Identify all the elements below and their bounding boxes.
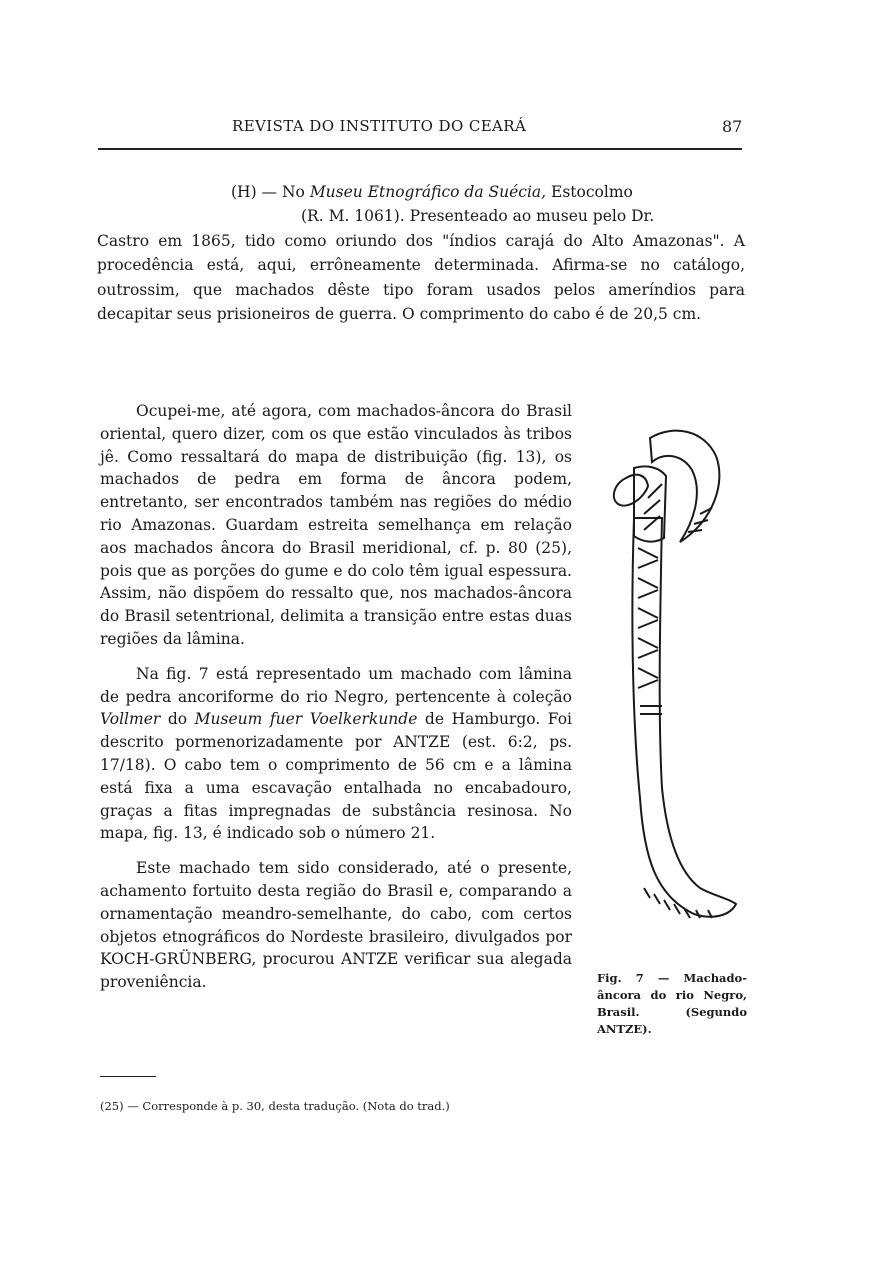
header-rule (98, 148, 742, 150)
footnote-rule (100, 1076, 156, 1077)
entry-label: (H) (231, 183, 257, 201)
catalog-entry-h (97, 180, 745, 326)
footnote: (25) — Corresponde à p. 30, desta tradução. (Nota do trad.) (100, 1099, 450, 1113)
entry-body: Castro em 1865, tido como oriundo dos "índios carajá do Alto Amazonas". A procedência está, aqui, errôneamente determinada. Afirma-se no catálogo, outrossim, que machados dêste tipo foram usados pelos ameríndios para decapitar seus prisioneiros de guerra. O comprimento do cabo é de 20,5 cm. (97, 231, 745, 324)
museum-name: Museu Etnográfico da Suécia, (309, 183, 547, 201)
museum-name-hamburg: Museum fuer Voelkerkunde (194, 710, 418, 729)
running-header: REVISTA DO INSTITUTO DO CEARÁ (232, 117, 527, 135)
main-text-column (100, 400, 572, 994)
entry-first-line: (H) — No Museu Etnográfico da Suécia, Estocolmo (231, 183, 633, 201)
paragraph-3: Este machado tem sido considerado, até o presente, achamento fortuito desta região do Brasil e, comparando a ornamentação meandro-semelhante, do cabo, com certos objetos etnográficos do Nordeste brasileiro, divulgados por KOCH-GRÜNBERG, procurou ANTZE verificar sua alegada proveniência. (100, 859, 572, 992)
anchor-axe-figure (604, 418, 742, 938)
figure-caption: Fig. 7 — Machado-âncora do rio Negro, Brasil. (Segundo ANTZE). (597, 971, 747, 1036)
page-number: 87 (722, 117, 743, 136)
paragraph-1: Ocupei-me, até agora, com machados-âncora do Brasil oriental, quero dizer, com os que estão vinculados às tribos jê. Como ressaltará do mapa de distribuição (fig. 13), os machados de pedra em forma de âncora podem, entretanto, ser encontrados também nas regiões do médio rio Amazonas. Guardam estreita semelhança em relação aos machados âncora do Brasil meridional, cf. p. 80 (25), pois que as porções do gume e do colo têm igual espessura. Assim, não dispõem do ressalto que, nos machados-âncora do Brasil setentrional, delimita a transição entre estas duas regiões da lâmina. (100, 402, 572, 648)
collection-name: Vollmer (100, 710, 161, 729)
anchor-axe-illustration (604, 418, 742, 938)
entry-second-line: (R. M. 1061). Presenteado ao museu pelo Dr. (301, 207, 655, 226)
paragraph-2: Na fig. 7 está representado um machado com lâmina de pedra ancoriforme do rio Negro, pertencente à coleção Vollmer do Museum fuer Voelkerkunde de Hamburgo. Foi descrito pormenorizadamente por ANTZE (est. 6:2, ps. 17/18). O cabo tem o comprimento de 56 cm e a lâmina está fixa a uma escavação entalhada no encabadouro, graças a fitas impregnadas de substância resinosa. No mapa, fig. 13, é indicado sob o número 21. (100, 664, 572, 843)
